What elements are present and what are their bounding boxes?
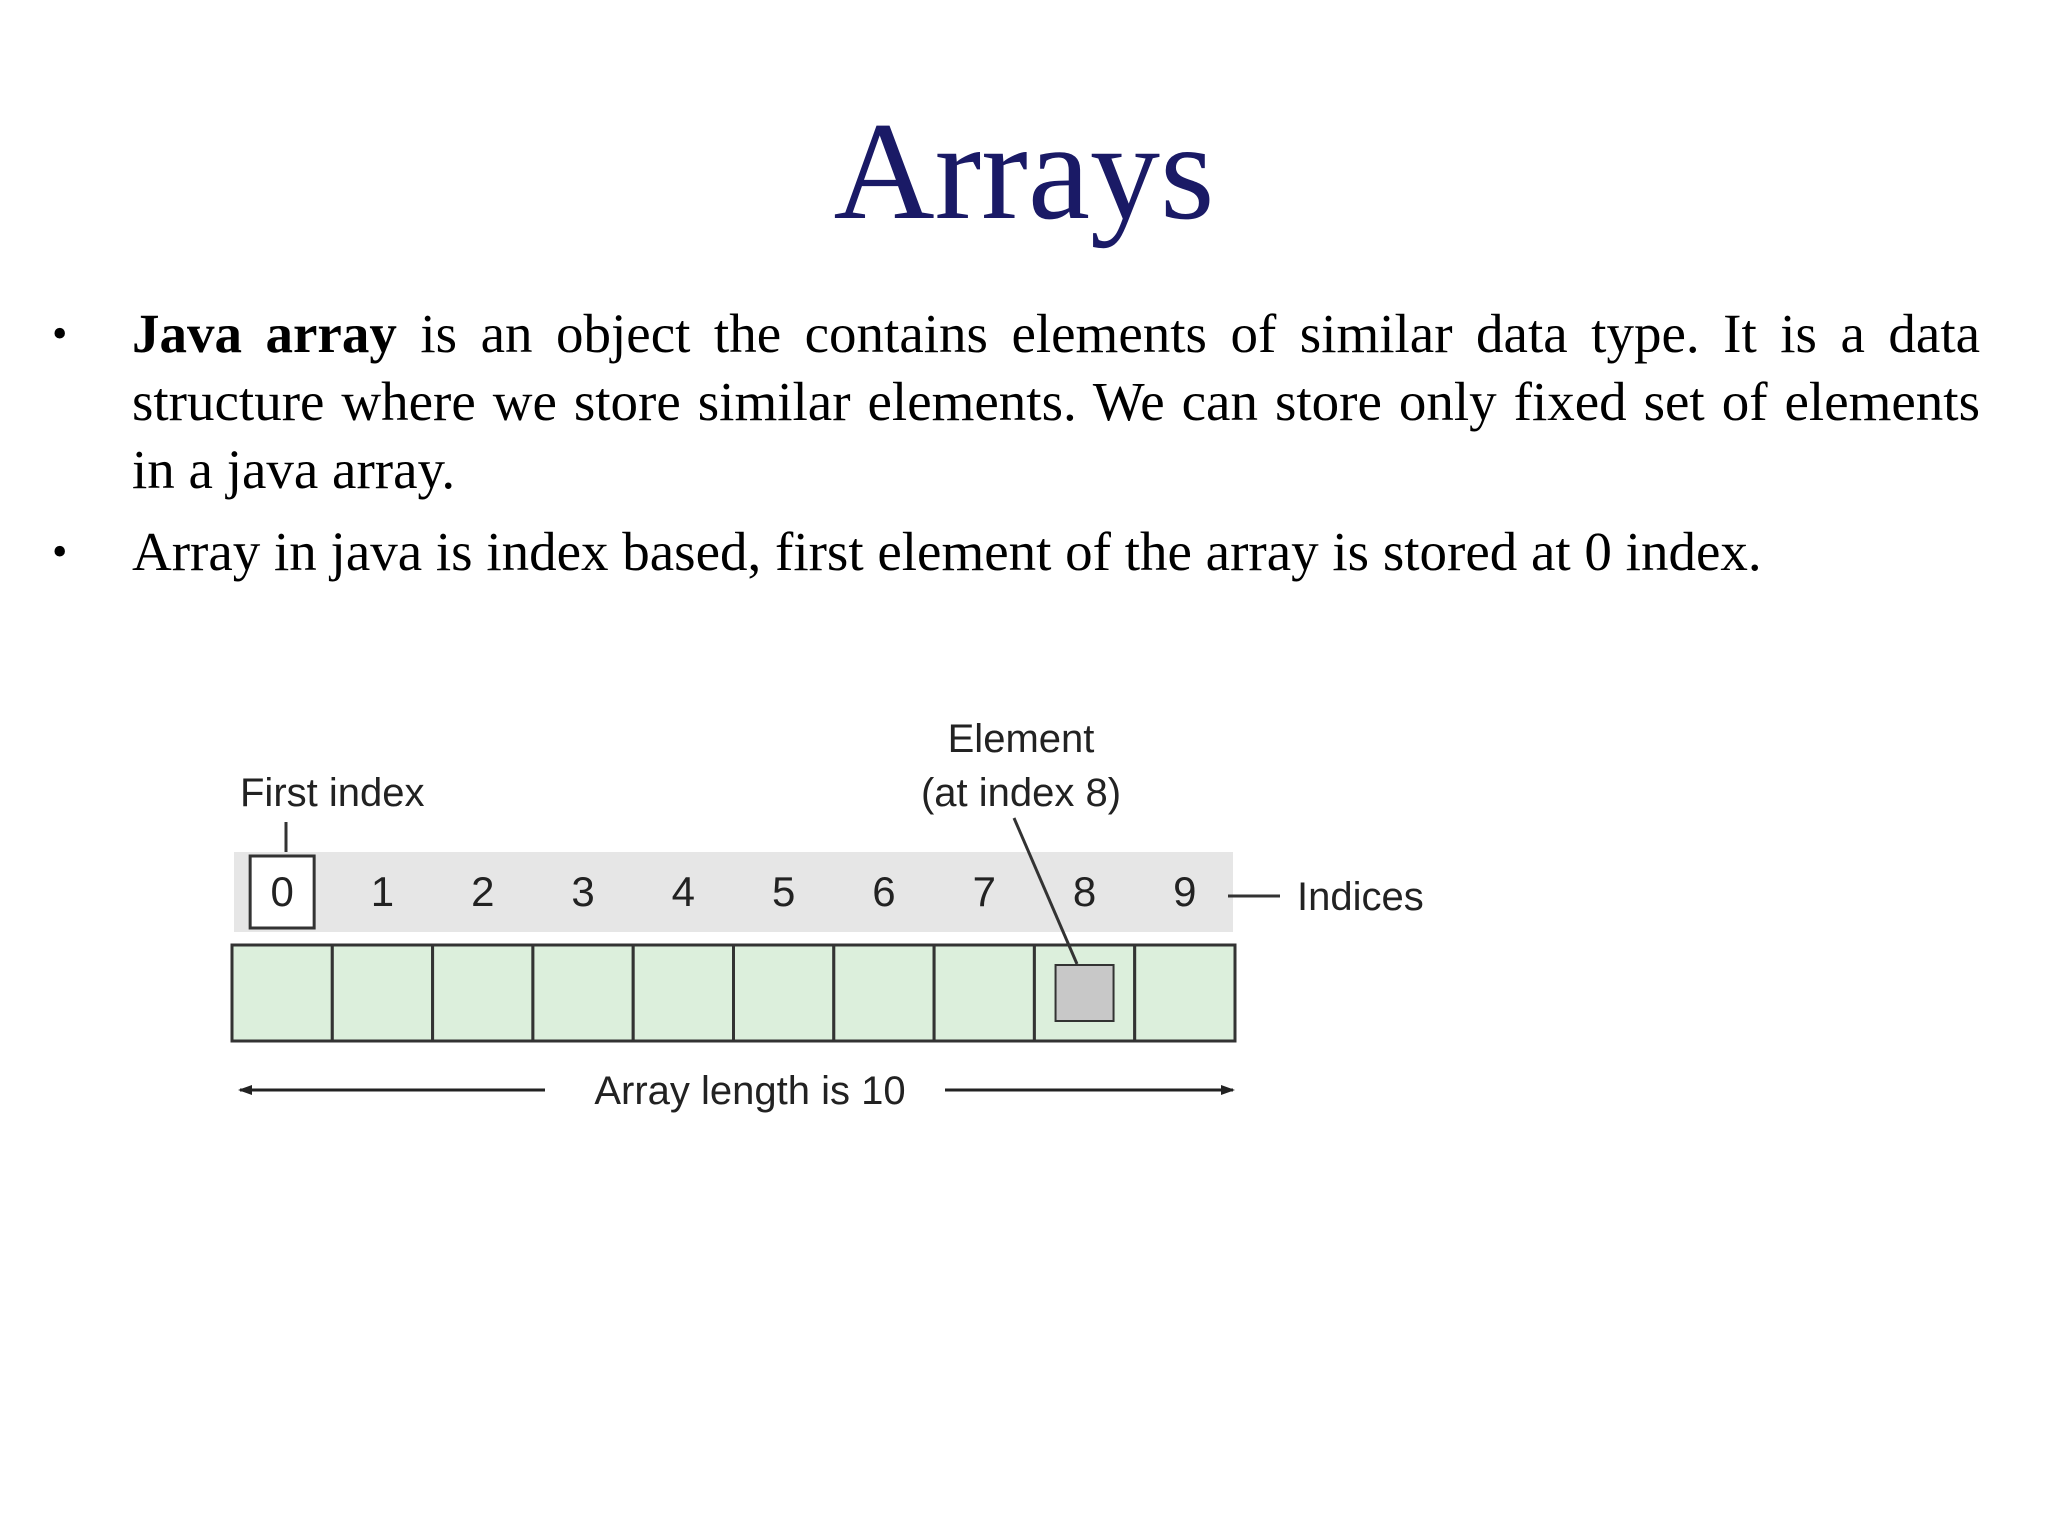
array-cell (834, 945, 934, 1041)
array-length-label: Array length is 10 (594, 1069, 906, 1113)
index-number: 1 (370, 868, 395, 915)
first-index-label: First index (240, 771, 425, 815)
index-number: 0 (270, 868, 294, 915)
indices-label: Indices (1297, 875, 1424, 919)
bullet-bold-term: Java array (132, 303, 397, 364)
bullet-text: is an object the contains elements of similar data type. It is a data structure where we store similar elements. We can store only fixed set of elements in a java array. (132, 303, 1981, 500)
index-number: 9 (1173, 868, 1197, 915)
element-label-line2: (at index 8) (920, 771, 1122, 815)
bullet-dot: • (52, 527, 68, 576)
array-cell (734, 945, 834, 1041)
array-cell (533, 945, 633, 1041)
bullet-dot: • (52, 309, 68, 358)
array-cell (332, 945, 432, 1041)
index-number: 6 (872, 868, 896, 915)
slide-title: Arrays (833, 94, 1215, 249)
array-cell (232, 945, 332, 1041)
highlighted-element (1056, 965, 1114, 1021)
index-number: 5 (771, 868, 796, 915)
array-cell (1135, 945, 1235, 1041)
array-cells (232, 945, 1235, 1041)
element-label-line1: Element (947, 717, 1095, 761)
array-cell (934, 945, 1034, 1041)
index-number: 3 (571, 868, 595, 915)
array-cell (433, 945, 533, 1041)
index-number: 2 (471, 868, 495, 915)
bullet-text: Array in java is index based, first element of the array is stored at 0 index. (132, 521, 1762, 582)
array-cell (633, 945, 733, 1041)
index-number: 8 (1072, 868, 1097, 915)
index-number: 7 (972, 868, 996, 915)
index-number: 4 (671, 868, 696, 915)
